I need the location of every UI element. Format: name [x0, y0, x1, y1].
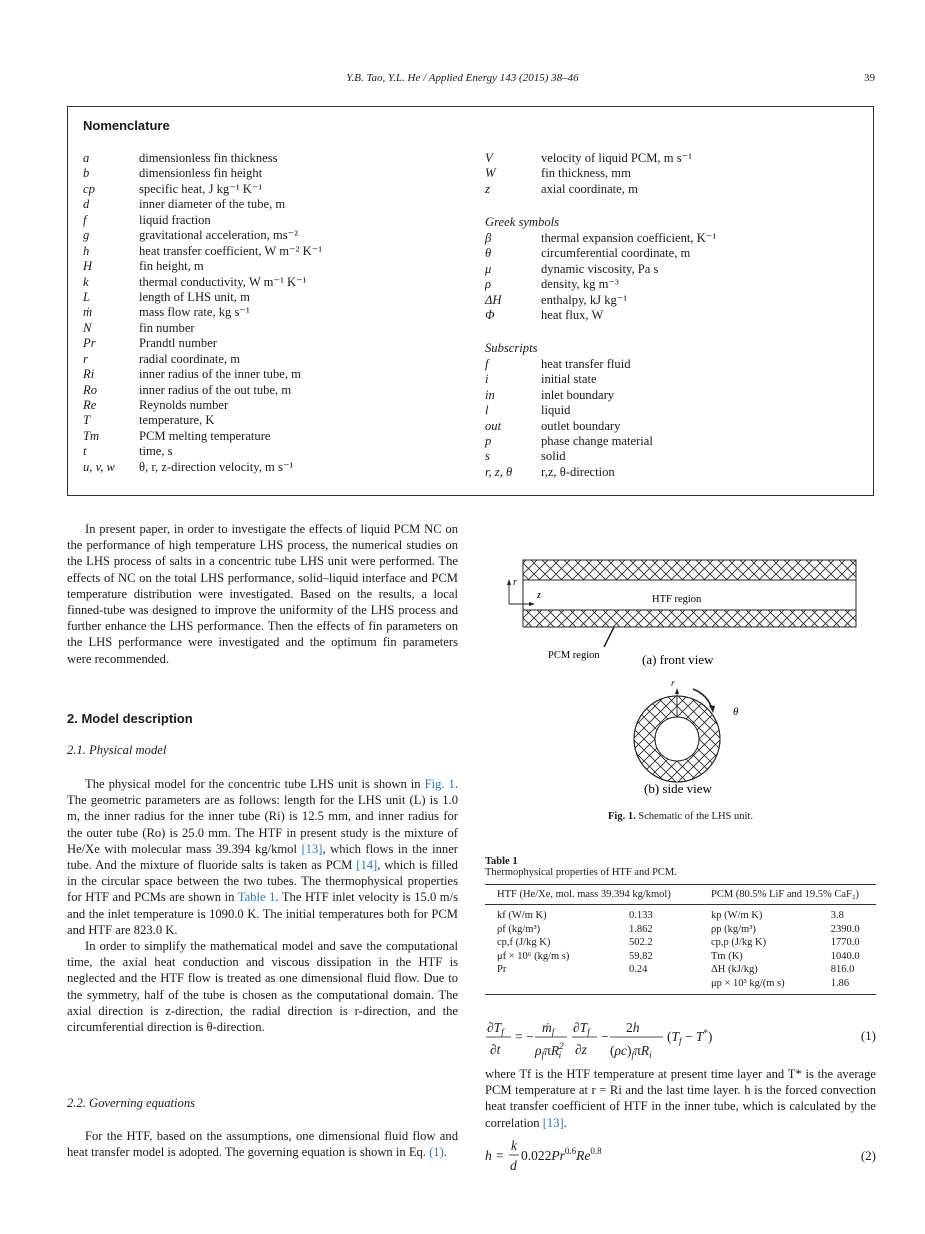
nomenclature-definition: heat flux, W — [541, 307, 604, 322]
equation-1-formula — [485, 1018, 785, 1062]
table-cell: μf × 10⁶ (kg/m s) — [497, 950, 570, 962]
svg-text:∂Tf: $\partial T_f$ — [573, 1020, 590, 1037]
table-cell: Tm (K) — [711, 950, 743, 962]
table-cell — [617, 977, 699, 995]
nomenclature-box — [67, 106, 874, 496]
nomenclature-definition: solid — [541, 449, 566, 464]
table-row — [485, 950, 876, 964]
nomenclature-definition: circumferential coordinate, m — [541, 246, 691, 261]
table-1-grid — [485, 884, 876, 995]
nomenclature-definition: θ, r, z-direction velocity, m s⁻¹ — [139, 459, 294, 474]
nomenclature-entry — [485, 434, 865, 449]
svg-text:= −: = − — [515, 1029, 534, 1044]
axis-z-label: z — [537, 590, 541, 601]
nomenclature-symbol: g — [83, 228, 90, 243]
nomenclature-definition: fin thickness, mm — [541, 166, 631, 181]
nomenclature-entry — [83, 244, 463, 259]
nomenclature-definition: temperature, K — [139, 413, 215, 428]
nomenclature-symbol: ṁ — [83, 305, 93, 320]
nomenclature-entry — [485, 293, 865, 308]
nomenclature-symbol: f — [83, 212, 87, 227]
nomenclature-symbol: k — [83, 274, 89, 289]
table-cell: ρf (kg/m³) — [497, 923, 541, 935]
nomenclature-symbol: V — [485, 151, 493, 165]
nomenclature-definition: fin number — [139, 320, 195, 335]
ref13-link[interactable]: [13] — [301, 841, 323, 856]
table-row — [485, 977, 876, 995]
nomenclature-symbol: out — [485, 418, 502, 433]
nomenclature-entry — [485, 231, 865, 246]
eq1-link[interactable]: (1) — [429, 1145, 444, 1160]
table-cell — [485, 977, 617, 995]
figure-1-schematic — [490, 552, 880, 812]
page-number: 39 — [864, 72, 875, 84]
table-cell: 1040.0 — [830, 950, 860, 962]
table-cell: cp,p (J/kg K) — [711, 937, 767, 948]
nomenclature-entry — [83, 352, 463, 367]
nomenclature-symbol: p — [485, 434, 492, 449]
nomenclature-entry — [83, 275, 463, 290]
nomenclature-symbol: h — [83, 243, 90, 258]
nomenclature-entry — [485, 357, 865, 372]
theta-label: θ — [733, 706, 739, 718]
nomenclature-entry — [83, 336, 463, 351]
table-cell: kf (W/m K) — [497, 910, 547, 921]
nomenclature-symbol: L — [83, 289, 91, 304]
nomenclature-entry — [485, 388, 865, 403]
nomenclature-definition: velocity of liquid PCM, m s⁻¹ — [541, 151, 693, 165]
nomenclature-definition: dimensionless fin height — [139, 166, 263, 181]
nomenclature-symbol: a — [83, 151, 90, 165]
nomenclature-symbol: f — [485, 356, 489, 371]
section-2-heading: 2. Model description — [67, 711, 193, 726]
nomenclature-entry — [83, 305, 463, 320]
nomenclature-entry — [485, 403, 865, 418]
table-cell: 59.82 — [629, 950, 653, 962]
subsection-2-1-heading: 2.1. Physical model — [67, 743, 167, 757]
nomenclature-entry — [83, 290, 463, 305]
table-1 — [485, 856, 876, 995]
side-view-label: (b) side view — [644, 781, 712, 796]
equation-1-number: (1) — [860, 1028, 876, 1043]
nomenclature-definition: density, kg m⁻³ — [541, 277, 619, 292]
table-row — [485, 963, 876, 977]
nomenclature-entry — [83, 460, 463, 475]
running-title: Y.B. Tao, Y.L. He / Applied Energy 143 (2015) 38–46 — [346, 72, 579, 84]
nomenclature-entry — [83, 413, 463, 428]
nomenclature-definition: Prandtl number — [139, 336, 217, 351]
svg-text:=: = — [496, 1148, 504, 1163]
nomenclature-symbol: l — [485, 403, 489, 418]
nomenclature-definition: phase change material — [541, 434, 653, 449]
nomenclature-definition: inner diameter of the tube, m — [139, 197, 286, 212]
nomenclature-symbol: μ — [485, 261, 492, 276]
nomenclature-entry — [83, 197, 463, 212]
subscripts-heading: Subscripts — [485, 341, 538, 356]
table-cell: Pr — [497, 964, 507, 975]
nomenclature-symbol: r — [83, 351, 88, 366]
nomenclature-symbol: u, v, w — [83, 459, 115, 474]
nomenclature-entry — [83, 444, 463, 459]
nomenclature-entry — [83, 213, 463, 228]
nomenclature-entry — [485, 182, 865, 197]
nomenclature-symbol: ΔH — [485, 292, 502, 307]
svg-text:ṁf: ṁ$_f$ — [542, 1020, 555, 1037]
nomenclature-symbol: s — [485, 449, 490, 464]
table-col-pcm: PCM (80.5% LiF and 19.5% CaF₂) — [699, 885, 876, 905]
nomenclature-definition: liquid fraction — [139, 212, 211, 227]
nomenclature-definition: mass flow rate, kg s⁻¹ — [139, 305, 250, 320]
table-cell: μp × 10³ kg/(m s) — [699, 977, 819, 995]
table-cell: ρp (kg/m³) — [711, 923, 756, 935]
nomenclature-definition: length of LHS unit, m — [139, 289, 250, 304]
nomenclature-definition: heat transfer fluid — [541, 356, 631, 371]
table-row — [485, 905, 876, 923]
nomenclature-definition: inner radius of the out tube, m — [139, 382, 292, 397]
table1-link[interactable]: Table 1 — [237, 890, 276, 905]
svg-text:k: k — [511, 1138, 517, 1153]
nomenclature-symbol: Re — [83, 398, 97, 412]
simplification-paragraph: In order to simplify the mathematical model and save the computational time, the axial heat conduction and viscous dissipation in the HTF is neglected and the HTF flow is treated as one dimensional fluid flow. Due to the symmetry, half of the tube is chosen as the computational domain. The axial direction is z-direction, the radial direction is r-direction, and the circumferential direction is θ-direction. — [67, 939, 458, 1035]
svg-text:2h: 2h — [626, 1020, 640, 1035]
svg-text:d: d — [510, 1158, 517, 1173]
nomenclature-entry — [83, 259, 463, 274]
svg-text:(ρc)fπRi: $(\rho c)_f\pi R_i$ — [610, 1043, 652, 1060]
ref14-link[interactable]: [14] — [356, 858, 378, 873]
nomenclature-definition: gravitational acceleration, ms⁻² — [139, 228, 299, 243]
table-1-title: Table 1 — [485, 856, 518, 867]
nomenclature-symbol: Pr — [83, 336, 96, 351]
nomenclature-symbol: ρ — [485, 277, 492, 292]
htf-region-label: HTF region — [652, 594, 702, 605]
nomenclature-entry — [485, 419, 865, 434]
table-cell: 1.862 — [629, 923, 653, 935]
nomenclature-entry — [83, 383, 463, 398]
nomenclature-symbol: θ — [485, 246, 492, 261]
pcm-region-label: PCM region — [548, 650, 600, 661]
nomenclature-definition: PCM melting temperature — [139, 428, 271, 443]
front-view-label: (a) front view — [642, 652, 714, 667]
nomenclature-entry — [83, 182, 463, 197]
nomenclature-definition: thermal conductivity, W m⁻¹ K⁻¹ — [139, 274, 307, 289]
nomenclature-entry — [83, 228, 463, 243]
nomenclature-entry — [485, 449, 865, 464]
nomenclature-symbol: Φ — [485, 307, 495, 322]
table-cell: ΔH (kJ/kg) — [711, 964, 758, 975]
nomenclature-entry — [83, 166, 463, 181]
svg-text:0.022Pr0.6Re0.8: $0.022Pr^{0.6}Re^{0.8}$ — [521, 1146, 602, 1163]
nomenclature-entry — [83, 151, 463, 166]
nomenclature-entry — [83, 398, 463, 413]
nomenclature-entry — [485, 372, 865, 387]
svg-text:(Tf − T*): $(T_f - T^*)$ — [667, 1028, 713, 1046]
nomenclature-entry — [485, 465, 865, 480]
table-cell: cp,f (J/kg K) — [497, 937, 551, 948]
nomenclature-left-column — [83, 151, 463, 475]
table-cell: 1770.0 — [830, 937, 860, 948]
svg-text:ρfπR2i: $\rho_f\pi R^2$ i — [535, 1041, 564, 1060]
nomenclature-symbol: W — [485, 166, 496, 181]
fig1-link[interactable]: Fig. 1 — [424, 777, 455, 791]
table-row — [485, 936, 876, 950]
nomenclature-definition: heat transfer coefficient, W m⁻² K⁻¹ — [139, 243, 323, 258]
nomenclature-definition: initial state — [541, 372, 597, 387]
table-cell: 502.2 — [629, 937, 653, 948]
nomenclature-symbol: b — [83, 166, 90, 181]
nomenclature-entry — [485, 262, 865, 277]
svg-text:−: − — [601, 1029, 609, 1044]
nomenclature-entry — [485, 308, 865, 323]
ref13-link-2[interactable]: [13] — [542, 1115, 564, 1130]
nomenclature-symbol: d — [83, 197, 90, 212]
nomenclature-right-column — [485, 151, 865, 480]
axis-r-label: r — [513, 577, 517, 588]
table-cell: 1.86 — [819, 977, 876, 995]
nomenclature-entry — [83, 429, 463, 444]
nomenclature-entry — [485, 277, 865, 292]
svg-text:∂Tf: $\partial T_f$ — [487, 1020, 504, 1037]
nomenclature-definition: r,z, θ-direction — [541, 464, 615, 479]
after-eq1-text: where Tf is the HTF temperature at present time layer and T* is the average PCM temperature at r = Ri and the last time layer. h is the forced convection heat transfer coefficient of HTF in the inner tube, which is calculated by the correlation [13]. — [485, 1067, 876, 1130]
nomenclature-entry — [485, 246, 865, 261]
nomenclature-definition: liquid — [541, 403, 571, 418]
subsection-2-2-heading: 2.2. Governing equations — [67, 1096, 196, 1110]
nomenclature-entry — [485, 166, 865, 181]
nomenclature-title: Nomenclature — [83, 118, 170, 133]
nomenclature-definition: specific heat, J kg⁻¹ K⁻¹ — [139, 181, 263, 196]
nomenclature-symbol: H — [83, 259, 93, 274]
table-cell: 2390.0 — [830, 923, 860, 935]
nomenclature-definition: dynamic viscosity, Pa s — [541, 261, 659, 276]
greek-symbols-heading: Greek symbols — [485, 215, 560, 230]
nomenclature-definition: dimensionless fin thickness — [139, 151, 278, 165]
physical-model-text — [67, 776, 458, 1035]
nomenclature-entry — [83, 367, 463, 382]
nomenclature-symbol: β — [485, 230, 492, 245]
nomenclature-symbol: Ri — [83, 367, 95, 382]
nomenclature-symbol: in — [485, 387, 495, 402]
table-col-htf: HTF (He/Xe, mol. mass 39.394 kg/kmol) — [485, 885, 699, 905]
nomenclature-definition: outlet boundary — [541, 418, 621, 433]
table-cell: 816.0 — [830, 964, 855, 975]
nomenclature-definition: enthalpy, kJ kg⁻¹ — [541, 292, 628, 307]
nomenclature-symbol: z — [485, 181, 490, 196]
equation-2-formula — [485, 1138, 685, 1174]
equation-2 — [485, 1138, 876, 1174]
nomenclature-symbol: T — [83, 413, 91, 428]
governing-eq-text: For the HTF, based on the assumptions, one dimensional fluid flow and heat transfer model is adopted. The governing equation is shown in Eq. (1). — [67, 1129, 458, 1160]
table-cell: 0.133 — [629, 910, 653, 921]
side-view-diagram — [630, 688, 724, 786]
figure-1-caption: Fig. 1. Schematic of the LHS unit. — [608, 811, 753, 822]
nomenclature-symbol: N — [83, 320, 92, 335]
side-r-label: r — [671, 679, 675, 689]
nomenclature-symbol: r, z, θ — [485, 464, 513, 479]
table-cell: 3.8 — [830, 910, 844, 921]
nomenclature-symbol: cp — [83, 181, 95, 196]
equation-2-number: (2) — [860, 1148, 876, 1163]
table-cell: kp (W/m K) — [711, 910, 763, 921]
table-row — [485, 923, 876, 937]
nomenclature-definition: inner radius of the inner tube, m — [139, 367, 301, 382]
nomenclature-definition: radial coordinate, m — [139, 351, 241, 366]
nomenclature-symbol: Ro — [83, 382, 97, 397]
svg-text:∂t: ∂t — [490, 1042, 501, 1057]
physical-model-paragraph: The physical model for the concentric tube LHS unit is shown in Fig. 1. The geometric parameters are as follows: length for the LHS unit (L) is 1.0 m, the inner radius for the inner tube (Ri) is 12.5 mm, and inner radius for the outer tube (Ro) is 25.0 mm. The HTF in present study is the mixture of He/Xe with molecular mass 39.394 kg/kmol [13], which flows in the inner tube. And the mixture of fluoride salts is taken as PCM [14], which is filled in the circular space between the two tubes. The thermophysical properties for HTF and PCMs are shown in Table 1. The HTF inlet velocity is 15.0 m/s and the inlet temperature is 1090.0 K. The initial temperatures both for PCM and HTF are 823.0 K. — [67, 777, 459, 937]
nomenclature-definition: thermal expansion coefficient, K⁻¹ — [541, 230, 717, 245]
nomenclature-definition: axial coordinate, m — [541, 181, 638, 196]
nomenclature-entry — [485, 151, 865, 166]
svg-text:∂z: ∂z — [575, 1042, 587, 1057]
nomenclature-definition: fin height, m — [139, 259, 204, 274]
nomenclature-entry — [83, 321, 463, 336]
nomenclature-symbol: i — [485, 372, 489, 387]
nomenclature-definition: Reynolds number — [139, 398, 229, 412]
equation-1 — [485, 1018, 876, 1062]
nomenclature-symbol: t — [83, 444, 87, 459]
svg-text:h: h — [485, 1148, 492, 1163]
nomenclature-symbol: Tm — [83, 428, 100, 443]
nomenclature-definition: inlet boundary — [541, 387, 615, 402]
intro-paragraph: In present paper, in order to investigate the effects of liquid PCM NC on the performance of high temperature LHS process, the numerical studies on the LHS process of salts in a concentric tube LHS unit were performed. The effects of NC on the total LHS performance, solid–liquid interface and PCM temperature distribution were investigated. Based on the results, a local finned-tube was designed to improve the uniformity of the LHS process and further enhance the LHS performance. Then the effects of fin parameters on the LHS performance were investigated and the optimum fin parameters were recommended. — [67, 522, 458, 666]
table-cell: 0.24 — [629, 964, 648, 975]
table-1-caption: Thermophysical properties of HTF and PCM. — [485, 867, 677, 878]
nomenclature-definition: time, s — [139, 444, 173, 459]
